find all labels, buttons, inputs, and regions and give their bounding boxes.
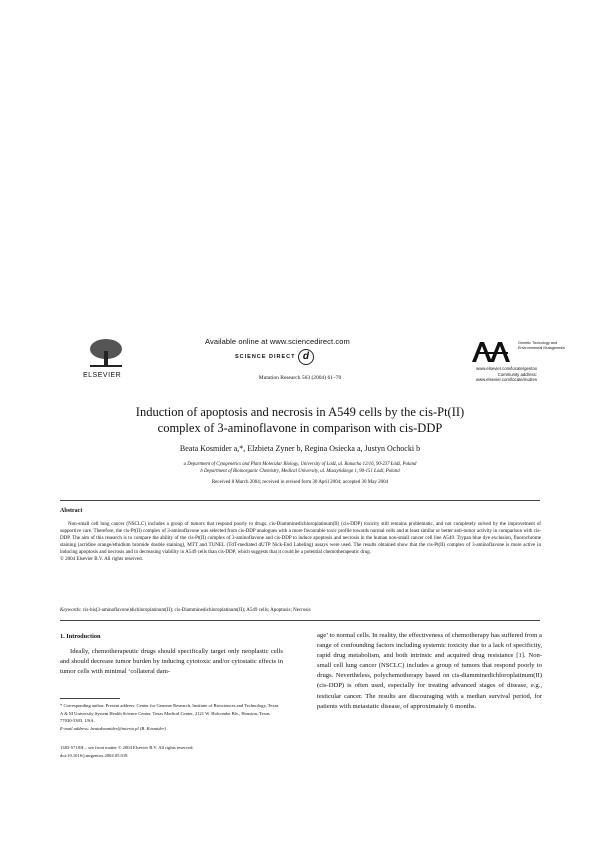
front-matter bbox=[60, 744, 300, 759]
section-heading-introduction: 1. Introduction bbox=[60, 633, 101, 640]
mutation-side-text bbox=[460, 366, 537, 383]
sciencedirect-d-icon: d bbox=[298, 349, 314, 365]
footnote-rule bbox=[60, 698, 120, 699]
doi-line: doi:10.1016/j.mrgentox.2004.05.018 bbox=[60, 752, 128, 758]
journal-citation: Mutation Research 563 (2004) 61–70 bbox=[258, 375, 342, 381]
footnote-corresponding: * Corresponding author. Present address: Center for Genome Research, Institute of Biosciences and Technology, Texas A & M University System Health Science Center, Texas Medical Center, 2121 W. Holcombe Blv., Houston, Texas 77030-3303, USA. bbox=[60, 703, 279, 723]
keywords-text: cis-bis(3-aminoflavone)dichloroplatinum(II); cis-Diamminedichloroplatinum(II); A549 cells; Apoptosis; Necrosis bbox=[82, 608, 311, 613]
issn-line: 1383-5718/$ – see front matter © 2004 Elsevier B.V. All rights reserved. bbox=[60, 745, 194, 750]
mutation-research-logo-icon bbox=[470, 340, 515, 364]
intro-right-text: age’ to normal cells. In reality, the effectiveness of chemotherapy has suffered from a range of confounding factors including systemic toxicity due to a lack of specificity, rapid drug metabolism, and both intrinsic and acquired drug resistance [1]. Non-small cell lung cancer (NSCLC) includes a group of tumors that respond poorly to drugs. Nevertheless, polychemotherapy based on cis-diamminedichloroplatinum(II) (cis-DDP) is often used, especially for treating advanced stages of disease, e.g., testicular cancer. The results are discouraging with a median survival period, for patients with metastatic disease, of approximately 6 months. bbox=[317, 632, 542, 710]
elsevier-tree-icon bbox=[86, 337, 126, 369]
sciencedirect-logo bbox=[235, 349, 314, 365]
abstract-copyright: © 2004 Elsevier B.V. All rights reserved. bbox=[60, 556, 143, 563]
gentox-url: www.elsevier.com/locate/gentox bbox=[476, 366, 537, 371]
publisher-name: ELSEVIER bbox=[83, 372, 122, 379]
author-list: Beata Kosmider a,*, Elzbieta Zyner b, Regina Osiecka a, Justyn Ochocki b bbox=[179, 444, 421, 453]
footnote bbox=[60, 702, 280, 732]
title-line-1: Induction of apoptosis and necrosis in A549 cells by the cis-Pt(II) bbox=[135, 405, 465, 419]
sciencedirect-logo-text: SCIENCE DIRECT bbox=[235, 354, 296, 360]
community-address: Community address: www.elsevier.com/locate/mutres bbox=[475, 371, 537, 382]
article-title bbox=[40, 404, 560, 436]
footnote-email: E-mail address: beatakosmider@interia.pl (B. Kosmider). bbox=[60, 725, 168, 731]
intro-left-column bbox=[60, 647, 283, 677]
abstract-text: Non-small cell lung cancer (NSCLC) includes a group of tumors that respond poorly to drugs. cis-Diamminedichloroplatinum(II) (cis-DDP) toxicity still remains problematic, and not completely solved by the improvement of supportive care. Therefore, the cis-Pt(II) complex of 3-aminoflavone was selected from cis-DDP analogues with a more favourable toxic profile towards normal cells and at least similar or better anti-tumor activity in comparison with cis-DDP. The aim of this research is to compare the ability of the cis-Pt(II) complex of 3-aminoflavone and cis-DDP to induce apoptosis and necrosis in the human non-small cancer cell line A549. Trypan blue dye exclusion, fluorochrome staining (acridine orange/ethidium bromide double staining), MTT and TUNEL (TdT-mediated dUTP Nick-End Labeling) assays were used. The results obtained show that the cis-Pt(II) complex of 3-aminoflavone is more active in inducing apoptosis and necrosis and in decreasing viability in A549 cells than cis-DDP, which suggests that it could be a potential chemotherapeutic drug. bbox=[60, 521, 541, 556]
intro-left-text: Ideally, chemotherapeutic drugs should specifically target only neoplastic cells and should decrease tumor burden by inducing cytotoxic and/or cytostatic effects in tumor cells with minimal ‘collateral dam- bbox=[60, 648, 283, 676]
abstract-heading: Abstract bbox=[60, 508, 83, 514]
intro-right-column bbox=[317, 631, 542, 712]
affiliation-b: b Department of Bioinorganic Chemistry, Medical University, ul. Muszyńskiego 1, 90-151 Łódź, Poland bbox=[200, 468, 400, 474]
abstract-body bbox=[60, 521, 541, 563]
affiliations bbox=[40, 462, 560, 475]
received-dates: Received 8 March 2004; received in revised form 30 April 2004; accepted 30 May 2004 bbox=[211, 480, 389, 485]
keywords bbox=[60, 608, 311, 613]
keywords-label: Keywords: bbox=[60, 608, 82, 613]
affiliation-a: a Department of Cytogenetics and Plant Molecular Biology, University of Łódź, ul. Banacha 12/16, 90-237 Łódź, Poland bbox=[183, 462, 417, 467]
divider-top bbox=[60, 500, 540, 501]
mutation-logo-text: Genetic Toxicology and Environmental Mutagenesis bbox=[518, 341, 565, 350]
title-line-2: complex of 3-aminoflavone in comparison with cis-DDP bbox=[157, 421, 443, 435]
available-online-line: Available online at www.sciencedirect.com bbox=[205, 337, 350, 346]
divider-bottom bbox=[60, 620, 540, 621]
